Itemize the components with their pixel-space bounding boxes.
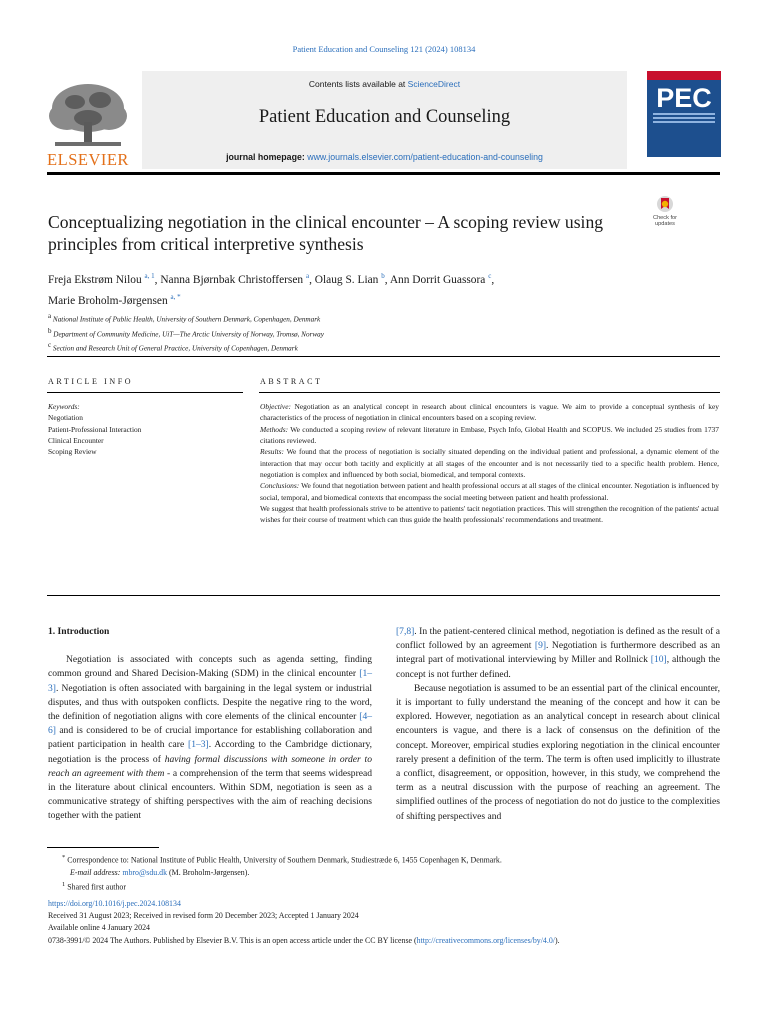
author-list: Freja Ekstrøm Nilou $^{a, 1}$, Nanna Bjørnbak Christoffersen $^a$, Olaug S. Lian $^b$, Ann Dorrit Guassora $^c$, Marie Broholm-Jørgensen $^{a, *}$ [48, 272, 495, 307]
affiliation: $^b$ Department of Community Medicine, UiT—The Arctic University of Norway, Tromsø, Norway [48, 326, 324, 339]
journal-homepage [142, 152, 627, 162]
footnote-rule [47, 847, 159, 848]
author[interactable]: Ann Dorrit Guassora $^c$ [389, 272, 492, 286]
abstract-text [260, 401, 719, 526]
citation-link[interactable]: [1–3] [188, 739, 209, 751]
abstract-conclusions: Conclusions: We found that negotiation between patient and health professional occurs at all stages of the clinical encounter. Negotiation is influenced by social, temporal, and biomedical contexts that encompass the social meeting between patient and health professional. [260, 481, 719, 502]
license-link[interactable]: http://creativecommons.org/licenses/by/4.0/ [416, 935, 555, 945]
keywords-block [48, 401, 238, 457]
license-line: 0738-3991/© 2024 The Authors. Published by Elsevier B.V. This is an open access article under the CC BY license (http://creativecommons.org/licenses/by/4.0/). [48, 935, 560, 945]
author[interactable]: Olaug S. Lian $^b$ [314, 272, 385, 286]
elsevier-wordmark: ELSEVIER [47, 150, 129, 169]
abstract-results: Results: We found that the process of negotiation is socially situated depending on the individual patient and professional, a dynamic element of the interaction that may occur both tacitly and explicitly at all stages of the encounter and is not necessarily tied to a specific health problem. Hence, negotiation is complex and influenced by both social, biomedical, and temporal contexts. [260, 447, 719, 480]
author[interactable]: Marie Broholm-Jørgensen $^{a, *}$ [48, 292, 181, 307]
homepage-label: journal homepage: [226, 152, 308, 162]
intro-paragraph-continued: [7,8]. In the patient-centered clinical method, negotiation is defined as the result of a conflict followed by an agreement [9]. Negotiation is furthermore described as an integral part of motivational interviewing by Miller and Rollnick [10], although the concept is not further defined. [396, 626, 721, 680]
correspondence-footnote: * Correspondence to: National Institute of Public Health, University of Southern Denmark, Studiestræde 6, 1455 Copenhagen K, Denmark. [62, 854, 502, 865]
citation-link[interactable]: [10] [650, 654, 667, 666]
cover-top-band [647, 71, 721, 80]
check-for-updates-badge[interactable] [644, 195, 686, 229]
keywords-label: Keywords: [48, 402, 80, 411]
email-footnote: E-mail address: mbro@sdu.dk (M. Broholm-Jørgensen). [70, 867, 250, 877]
abstract-final: We suggest that health professionals strive to be attentive to patients' tacit negotiation practices. This will strengthen the recognition of the patients' actual wishes for their course of treatment which can thus guide the health professionals' recommendations and treatment. [260, 504, 719, 525]
author[interactable]: Freja Ekstrøm Nilou $^{a, 1}$ [48, 272, 155, 286]
article-info-heading: ARTICLE INFO [48, 377, 134, 386]
header-rule [47, 172, 720, 175]
footnotes [48, 852, 728, 894]
check-for-updates-text-2: updates [655, 221, 675, 227]
shared-author-footnote: $^1$ Shared first author [62, 881, 127, 892]
citation-link[interactable]: [9] [534, 640, 547, 652]
dates: Received 31 August 2023; Received in revised form 20 December 2023; Accepted 1 January 2024 [48, 911, 359, 921]
sciencedirect-link[interactable]: ScienceDirect [407, 79, 461, 89]
author[interactable]: Nanna Bjørnbak Christoffersen $^a$ [160, 272, 310, 286]
section-heading: 1. Introduction [48, 626, 110, 637]
citation-link[interactable]: [7,8] [396, 626, 415, 637]
article-metadata [48, 898, 738, 947]
citation-link[interactable]: [4–6] [48, 711, 372, 737]
abstract-heading: ABSTRACT [260, 377, 323, 386]
intro-paragraph: Negotiation is associated with concepts such as agenda setting, finding common ground and Shared Decision-Making (SDM) in the clinical encounter [1–3]. Negotiation is often associated with bargaining in the legal system or industrial disputes, and thus with outspoken conflicts. Despite the negative ring to the word, the definition of negotiation aligns with core elements of the clinical encounter [4–6] and is considered to be of crucial importance for establishing collaboration and patient participation in health care [1–3]. According to the Cambridge dictionary, negotiation is the process of having formal discussions with someone in order to reach an agreement with them - a comprehension of the term that seems widespread in the literature about clinical encounters. Within SDM, negotiation is seen as a communicative strategy of shifting perspectives with the aim of reaching decisions together with the patient [48, 654, 372, 822]
cover-subtitle-lines [653, 113, 715, 127]
abstract-objective: Objective: Negotiation as an analytical concept in research about clinical encounters is vague. We aim to provide a conceptual synthesis of key characteristics of the process of negotiation in clinical encounters based on a scoping review. [260, 402, 719, 423]
body-column-left [48, 625, 372, 824]
abstract-bottom-rule [47, 595, 720, 596]
contents-prefix: Contents lists available at [308, 79, 408, 89]
article-title: Conceptualizing negotiation in the clinical encounter – A scoping review using principles from critical interpretive synthesis [48, 212, 604, 254]
keyword: Clinical Encounter [48, 435, 104, 445]
abstract-methods: Methods: We conducted a scoping review of relevant literature in Embase, Psych Info, Global Health and SCOPUS. We included 25 studies from 1737 citations reviewed. [260, 424, 719, 446]
keyword: Negotiation [48, 413, 83, 423]
check-for-updates-text-1: Check for [653, 215, 677, 221]
body-column-right [396, 625, 720, 824]
email-link[interactable]: mbro@sdu.dk [122, 867, 168, 877]
contents-line [142, 79, 627, 89]
keyword: Scoping Review [48, 447, 97, 457]
affiliation: $^a$ National Institute of Public Health, University of Southern Denmark, Copenhagen, Denmark [48, 312, 321, 324]
online-date: Available online 4 January 2024 [48, 923, 150, 933]
article-info-rule [47, 392, 243, 393]
citation-link[interactable]: [1–3] [48, 668, 372, 694]
journal-reference[interactable]: Patient Education and Counseling 121 (2024) 108134 [292, 44, 476, 54]
cover-bottom-band [647, 157, 721, 169]
journal-cover-thumbnail[interactable] [647, 71, 721, 169]
journal-title: Patient Education and Counseling [258, 107, 511, 127]
doi-link[interactable]: https://doi.org/10.1016/j.pec.2024.108134 [48, 899, 181, 908]
keyword: Patient-Professional Interaction [48, 424, 142, 434]
title-rule [47, 356, 720, 357]
affiliation: $^c$ Section and Research Unit of General Practice, University of Copenhagen, Denmark [48, 341, 298, 353]
abstract-rule [259, 392, 720, 393]
cover-acronym: PEC [656, 83, 712, 113]
intro-paragraph: Because negotiation is assumed to be an essential part of the clinical encounter, it is important to fully understand the meaning of the concept and how it can be explored. However, negotiation as an analytical concept in research about clinical encounters is vague, and there is a lack of consensus on the definition of the concept. Moreover, empirical studies exploring negotiation in the clinical encounter rarely present a definition of the term. The term is often used implicitly to illustrate a conflict, disagreement, or opposition, however, in this study, we comprehend the term as a neutral discussion with the purpose of reaching an agreement. The simplified outlines of the process of negotiation do not do justice to the complexities of shifting perspectives and [396, 682, 720, 822]
affiliations [48, 311, 688, 355]
homepage-link[interactable]: www.journals.elsevier.com/patient-education-and-counseling [307, 152, 543, 162]
